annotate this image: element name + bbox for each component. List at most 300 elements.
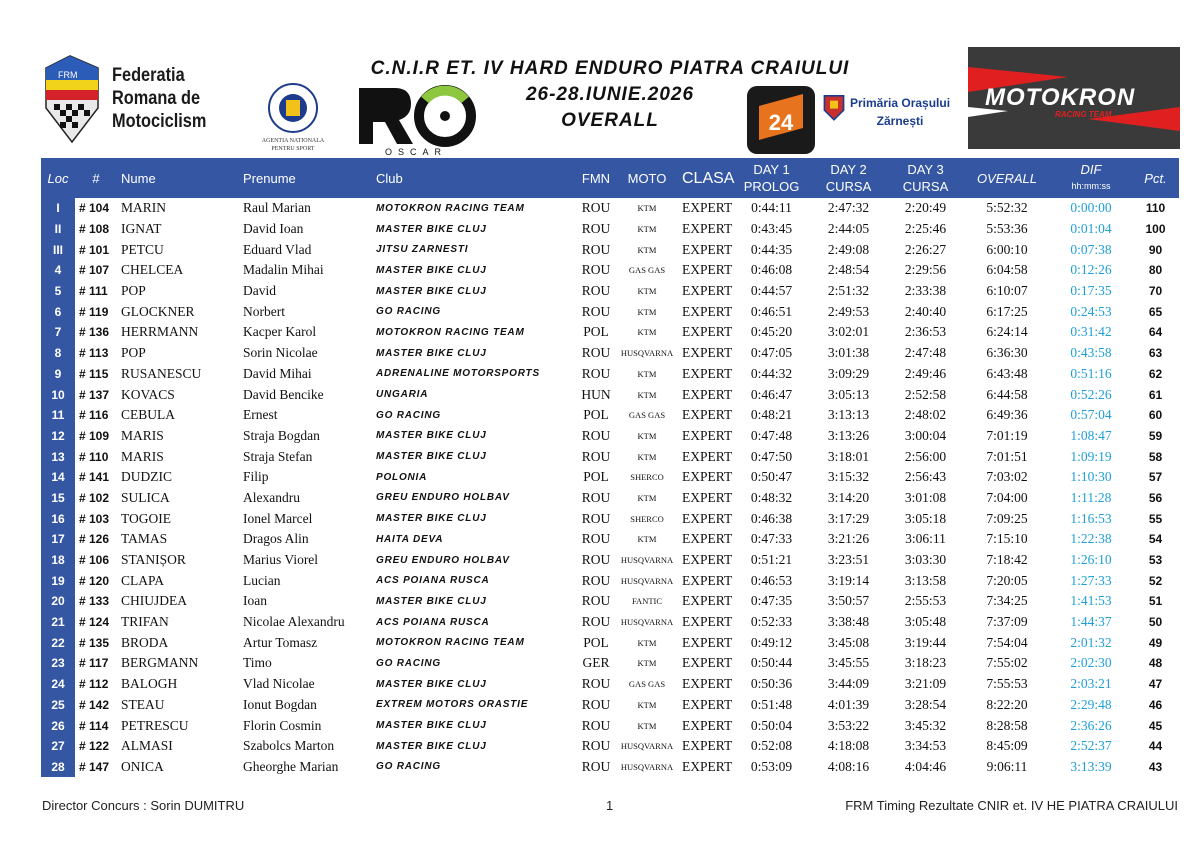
row-clasa: EXPERT <box>682 510 733 526</box>
row-day3: 2:40:40 <box>904 303 947 319</box>
row-day3: 2:49:46 <box>904 365 947 381</box>
row-loc: 19 <box>41 570 75 591</box>
row-nume: ALMASI <box>121 738 173 754</box>
row-dif: 2:52:37 <box>1070 738 1112 754</box>
table-row <box>41 364 1179 385</box>
row-day1: 0:44:35 <box>750 241 793 257</box>
row-day2: 3:44:09 <box>827 676 870 692</box>
row-nume: TRIFAN <box>121 614 169 630</box>
row-number: # 142 <box>79 697 110 712</box>
table-row <box>41 632 1179 653</box>
row-clasa: EXPERT <box>682 283 733 299</box>
row-moto: KTM <box>637 699 657 710</box>
table-row <box>41 260 1179 281</box>
row-fmn: ROU <box>581 614 611 630</box>
row-nume: SULICA <box>121 489 170 505</box>
row-nume: CLAPA <box>121 572 165 588</box>
row-moto: HUSQVARNA <box>620 348 674 359</box>
row-dif: 2:36:26 <box>1070 717 1112 733</box>
row-clasa: EXPERT <box>682 696 733 712</box>
row-overall: 7:03:02 <box>986 469 1028 485</box>
row-day2: 3:05:13 <box>827 386 870 402</box>
row-nume: BERGMANN <box>121 655 199 671</box>
row-club: GO RACING <box>376 409 441 421</box>
row-day2: 3:18:01 <box>827 448 870 464</box>
row-day3: 2:47:48 <box>904 345 947 361</box>
row-club: MASTER BIKE CLUJ <box>376 347 487 359</box>
row-loc: 22 <box>41 632 75 653</box>
classification-title: OVERALL <box>561 110 659 131</box>
row-day1: 0:50:47 <box>750 469 793 485</box>
row-overall: 9:06:11 <box>986 758 1028 774</box>
row-fmn: ROU <box>581 200 611 216</box>
row-prenume: David <box>243 283 276 299</box>
row-club: ACS POIANA RUSCA <box>376 575 490 587</box>
row-day1: 0:52:08 <box>750 738 793 754</box>
row-fmn: ROU <box>581 696 611 712</box>
row-overall: 6:04:58 <box>986 262 1028 278</box>
svg-text:24: 24 <box>768 110 794 135</box>
row-prenume: Ionut Bogdan <box>243 696 317 712</box>
row-day2: 2:51:32 <box>827 283 870 299</box>
row-overall: 7:20:05 <box>986 572 1028 588</box>
row-day2: 4:01:39 <box>827 696 870 712</box>
table-row <box>41 715 1179 736</box>
row-dif: 3:13:39 <box>1070 758 1112 774</box>
row-moto: KTM <box>637 389 657 400</box>
row-dif: 0:00:00 <box>1070 200 1112 216</box>
row-day3: 2:36:53 <box>904 324 947 340</box>
row-number: # 122 <box>79 739 110 754</box>
row-day1: 0:50:36 <box>750 676 793 692</box>
row-prenume: Vlad Nicolae <box>243 676 315 692</box>
row-day3: 2:56:00 <box>904 448 947 464</box>
primaria-label: Primăria Orașului Zărnești <box>850 96 951 128</box>
row-pct: 60 <box>1148 408 1163 423</box>
row-nume: IGNAT <box>121 221 162 237</box>
row-loc: 15 <box>41 488 75 509</box>
row-overall: 7:09:25 <box>986 510 1028 526</box>
row-nume: POP <box>121 345 146 361</box>
row-nume: KOVACS <box>121 386 175 402</box>
row-clasa: EXPERT <box>682 200 733 216</box>
svg-text:PENTRU SPORT: PENTRU SPORT <box>271 146 315 152</box>
row-clasa: EXPERT <box>682 676 733 692</box>
row-day3: 3:45:32 <box>904 717 947 733</box>
row-prenume: David Bencike <box>243 386 324 402</box>
row-nume: PETCU <box>121 241 164 257</box>
row-day3: 4:04:46 <box>904 758 947 774</box>
col-moto: MOTO <box>627 170 667 186</box>
row-day1: 0:43:45 <box>750 221 793 237</box>
row-nume: RUSANESCU <box>121 365 202 381</box>
row-number: # 133 <box>79 594 110 609</box>
row-loc: 24 <box>41 674 75 695</box>
row-fmn: ROU <box>581 241 611 257</box>
row-day2: 2:49:53 <box>827 303 870 319</box>
row-number: # 104 <box>79 201 110 216</box>
col-dif: DIF hh:mm:ss <box>1071 162 1111 191</box>
row-dif: 0:01:04 <box>1070 221 1112 237</box>
table-row <box>41 467 1179 488</box>
row-number: # 135 <box>79 635 110 650</box>
row-pct: 54 <box>1148 532 1163 547</box>
row-day3: 3:01:08 <box>904 489 947 505</box>
row-number: # 117 <box>79 656 109 671</box>
row-day1: 0:48:21 <box>750 407 793 423</box>
row-club: MASTER BIKE CLUJ <box>376 720 487 732</box>
row-day1: 0:46:53 <box>750 572 793 588</box>
row-prenume: Artur Tomasz <box>243 634 318 650</box>
row-prenume: Gheorghe Marian <box>243 758 339 774</box>
row-overall: 8:28:58 <box>986 717 1028 733</box>
row-pct: 70 <box>1148 284 1163 299</box>
row-moto: HUSQVARNA <box>620 617 674 628</box>
row-fmn: ROU <box>581 738 611 754</box>
row-number: # 136 <box>79 325 110 340</box>
row-club: GO RACING <box>376 306 441 318</box>
table-row <box>41 529 1179 550</box>
table-row <box>41 219 1179 240</box>
row-day3: 3:18:23 <box>904 655 947 671</box>
row-day2: 3:14:20 <box>827 489 870 505</box>
row-dif: 1:09:19 <box>1070 448 1112 464</box>
row-club: GO RACING <box>376 657 441 669</box>
row-fmn: ROU <box>581 345 611 361</box>
row-loc: 12 <box>41 426 75 447</box>
row-day1: 0:44:11 <box>751 200 792 216</box>
row-clasa: EXPERT <box>682 634 733 650</box>
row-overall: 5:52:32 <box>986 200 1028 216</box>
row-clasa: EXPERT <box>682 427 733 443</box>
row-overall: 8:22:20 <box>986 696 1028 712</box>
row-day2: 2:48:54 <box>827 262 870 278</box>
table-header <box>41 158 1179 198</box>
row-pct: 49 <box>1148 635 1163 650</box>
row-number: # 103 <box>79 511 110 526</box>
col-num: # <box>92 170 100 186</box>
row-clasa: EXPERT <box>682 469 733 485</box>
row-day2: 3:45:55 <box>827 655 870 671</box>
row-day3: 3:06:11 <box>905 531 946 547</box>
row-nume: PETRESCU <box>121 717 189 733</box>
row-nume: TOGOIE <box>121 510 171 526</box>
col-clasa: CLASA <box>682 169 735 187</box>
row-day3: 3:34:53 <box>904 738 947 754</box>
row-day3: 2:26:27 <box>904 241 947 257</box>
row-overall: 7:55:02 <box>986 655 1028 671</box>
row-moto: FANTIC <box>631 596 663 607</box>
row-dif: 2:02:30 <box>1070 655 1112 671</box>
row-club: UNGARIA <box>376 389 429 401</box>
row-fmn: POL <box>583 324 609 340</box>
row-moto: KTM <box>637 720 657 731</box>
row-number: # 141 <box>79 470 110 485</box>
row-prenume: David Mihai <box>243 365 312 381</box>
footer-timing: FRM Timing Rezultate CNIR et. IV HE PIATRA CRAIULUI <box>845 798 1178 813</box>
row-pct: 53 <box>1148 553 1163 568</box>
row-day2: 3:38:48 <box>827 614 870 630</box>
row-day3: 3:05:18 <box>904 510 947 526</box>
table-row <box>41 426 1179 447</box>
row-number: # 114 <box>79 718 109 733</box>
row-club: MASTER BIKE CLUJ <box>376 740 487 752</box>
row-day2: 3:15:32 <box>827 469 870 485</box>
row-club: HAITA DEVA <box>376 533 444 545</box>
row-number: # 113 <box>79 346 109 361</box>
org-name: Federatia Romana de Motociclism <box>112 65 207 132</box>
row-overall: 6:24:14 <box>986 324 1028 340</box>
row-club: MASTER BIKE CLUJ <box>376 430 487 442</box>
row-nume: GLOCKNER <box>121 303 195 319</box>
row-loc: 4 <box>41 260 75 281</box>
row-day1: 0:47:05 <box>750 345 793 361</box>
row-day1: 0:44:57 <box>750 283 793 299</box>
row-overall: 7:54:04 <box>986 634 1028 650</box>
row-overall: 6:00:10 <box>986 241 1028 257</box>
row-dif: 1:10:30 <box>1070 469 1112 485</box>
row-day2: 3:50:57 <box>827 593 870 609</box>
row-pct: 64 <box>1148 325 1163 340</box>
row-dif: 0:57:04 <box>1070 407 1112 423</box>
row-nume: TAMAS <box>121 531 168 547</box>
row-day1: 0:47:35 <box>750 593 793 609</box>
row-club: ADRENALINE MOTORSPORTS <box>376 368 540 380</box>
row-prenume: Kacper Karol <box>243 324 317 340</box>
row-loc: 13 <box>41 446 75 467</box>
row-loc: 5 <box>41 281 75 302</box>
table-row <box>41 570 1179 591</box>
row-fmn: ROU <box>581 531 611 547</box>
row-prenume: Szabolcs Marton <box>243 738 335 754</box>
table-row <box>41 653 1179 674</box>
row-day2: 4:08:16 <box>827 758 870 774</box>
row-day3: 2:33:38 <box>904 283 947 299</box>
row-overall: 6:43:48 <box>986 365 1028 381</box>
row-moto: GAS GAS <box>628 410 666 421</box>
row-day1: 0:46:08 <box>750 262 793 278</box>
table-row <box>41 757 1179 778</box>
row-fmn: ROU <box>581 283 611 299</box>
row-day3: 2:29:56 <box>904 262 947 278</box>
row-loc: III <box>41 239 75 260</box>
row-number: # 115 <box>79 366 109 381</box>
row-dif: 0:31:42 <box>1070 324 1112 340</box>
row-day1: 0:46:38 <box>750 510 793 526</box>
row-moto: KTM <box>637 327 657 338</box>
table-row <box>41 198 1179 219</box>
row-day2: 3:09:29 <box>827 365 870 381</box>
row-moto: KTM <box>637 203 657 214</box>
row-day3: 3:19:44 <box>904 634 947 650</box>
table-row <box>41 239 1179 260</box>
row-clasa: EXPERT <box>682 386 733 402</box>
row-pct: 43 <box>1148 759 1163 774</box>
row-moto: HUSQVARNA <box>620 555 674 566</box>
row-moto: HUSQVARNA <box>620 741 674 752</box>
row-nume: CHIUJDEA <box>121 593 187 609</box>
row-overall: 7:01:19 <box>986 427 1028 443</box>
sponsor-sub: RACING TEAM <box>1055 110 1112 119</box>
row-day1: 0:53:09 <box>750 758 793 774</box>
row-pct: 48 <box>1148 656 1163 671</box>
row-pct: 45 <box>1148 718 1163 733</box>
results-table <box>41 158 1179 777</box>
row-day2: 3:21:26 <box>827 531 870 547</box>
row-prenume: Ioan <box>243 593 267 609</box>
row-number: # 108 <box>79 222 110 237</box>
row-number: # 126 <box>79 532 110 547</box>
row-dif: 1:41:53 <box>1070 593 1112 609</box>
row-fmn: ROU <box>581 717 611 733</box>
table-row <box>41 446 1179 467</box>
row-day3: 3:05:48 <box>904 614 947 630</box>
table-row <box>41 736 1179 757</box>
row-moto: GAS GAS <box>628 679 666 690</box>
col-day3: DAY 3 CURSA <box>902 162 949 194</box>
row-pct: 62 <box>1148 366 1163 381</box>
table-row <box>41 695 1179 716</box>
row-loc: 14 <box>41 467 75 488</box>
row-number: # 116 <box>79 408 109 423</box>
table-row <box>41 612 1179 633</box>
row-dif: 2:01:32 <box>1070 634 1112 650</box>
row-clasa: EXPERT <box>682 365 733 381</box>
row-clasa: EXPERT <box>682 303 733 319</box>
row-moto: GAS GAS <box>628 265 666 276</box>
footer-director: Director Concurs : Sorin DUMITRU <box>42 798 245 813</box>
row-fmn: ROU <box>581 303 611 319</box>
table-row <box>41 550 1179 571</box>
table-row <box>41 591 1179 612</box>
row-day1: 0:45:20 <box>750 324 793 340</box>
row-dif: 1:22:38 <box>1070 531 1112 547</box>
row-day2: 3:17:29 <box>827 510 870 526</box>
row-day2: 3:13:13 <box>827 407 870 423</box>
row-dif: 0:07:38 <box>1070 241 1112 257</box>
row-fmn: ROU <box>581 427 611 443</box>
row-prenume: Dragos Alin <box>243 531 309 547</box>
row-pct: 44 <box>1148 739 1163 754</box>
svg-text:FRM: FRM <box>58 70 78 80</box>
row-prenume: Norbert <box>243 303 285 319</box>
row-day1: 0:50:44 <box>750 655 793 671</box>
row-overall: 7:15:10 <box>986 531 1028 547</box>
row-nume: HERRMANN <box>121 324 199 340</box>
row-day2: 3:13:26 <box>827 427 870 443</box>
col-fmn: FMN <box>581 170 611 186</box>
row-day3: 3:28:54 <box>904 696 947 712</box>
row-club: MASTER BIKE CLUJ <box>376 595 487 607</box>
row-number: # 101 <box>79 242 110 257</box>
row-nume: STEAU <box>121 696 165 712</box>
table-row <box>41 343 1179 364</box>
row-overall: 6:49:36 <box>986 407 1028 423</box>
table-row <box>41 322 1179 343</box>
row-day1: 0:48:32 <box>750 489 793 505</box>
row-day1: 0:47:48 <box>750 427 793 443</box>
sponsor-name: MOTOKRON <box>985 84 1136 111</box>
row-day2: 3:02:01 <box>827 324 870 340</box>
row-fmn: ROU <box>581 510 611 526</box>
row-number: # 102 <box>79 490 110 505</box>
row-pct: 50 <box>1148 615 1163 630</box>
event-dates: 26-28.IUNIE.2026 <box>525 84 695 105</box>
svg-text:OSCAR: OSCAR <box>385 147 448 156</box>
col-nume: Nume <box>121 170 156 186</box>
row-loc: 20 <box>41 591 75 612</box>
row-pct: 100 <box>1145 222 1166 237</box>
row-loc: I <box>41 198 75 219</box>
row-day2: 2:47:32 <box>827 200 870 216</box>
row-moto: KTM <box>637 244 657 255</box>
row-overall: 6:44:58 <box>986 386 1028 402</box>
row-clasa: EXPERT <box>682 717 733 733</box>
row-number: # 147 <box>79 759 110 774</box>
row-loc: 16 <box>41 508 75 529</box>
row-moto: KTM <box>637 430 657 441</box>
row-loc: 8 <box>41 343 75 364</box>
row-club: MOTOKRON RACING TEAM <box>376 637 525 649</box>
row-day2: 3:23:51 <box>827 552 870 568</box>
row-dif: 1:26:10 <box>1070 552 1112 568</box>
col-prenume: Prenume <box>243 170 296 186</box>
row-moto: KTM <box>637 637 657 648</box>
row-day3: 3:00:04 <box>904 427 947 443</box>
row-club: MOTOKRON RACING TEAM <box>376 202 525 214</box>
row-prenume: Straja Bogdan <box>243 427 320 443</box>
row-prenume: Ernest <box>243 407 278 423</box>
row-fmn: ROU <box>581 572 611 588</box>
row-fmn: GER <box>582 655 610 671</box>
row-dif: 1:08:47 <box>1070 427 1112 443</box>
row-day3: 2:55:53 <box>904 593 947 609</box>
row-overall: 7:18:42 <box>986 552 1028 568</box>
row-clasa: EXPERT <box>682 345 733 361</box>
row-fmn: ROU <box>581 676 611 692</box>
row-day2: 4:18:08 <box>827 738 870 754</box>
row-day2: 3:01:38 <box>827 345 870 361</box>
table-row <box>41 281 1179 302</box>
row-day1: 0:49:12 <box>750 634 793 650</box>
svg-text:AGENTIA NATIONALA: AGENTIA NATIONALA <box>261 138 325 144</box>
row-clasa: EXPERT <box>682 448 733 464</box>
row-number: # 137 <box>79 387 110 402</box>
col-pct: Pct. <box>1144 170 1167 186</box>
row-fmn: ROU <box>581 552 611 568</box>
row-moto: KTM <box>637 306 657 317</box>
row-prenume: Straja Stefan <box>243 448 313 464</box>
row-club: JITSU ZARNESTI <box>376 244 469 256</box>
row-nume: MARIN <box>121 200 167 216</box>
row-nume: BRODA <box>121 634 169 650</box>
row-pct: 55 <box>1148 511 1163 526</box>
row-day3: 2:20:49 <box>904 200 947 216</box>
row-loc: 21 <box>41 612 75 633</box>
row-moto: KTM <box>637 224 657 235</box>
row-dif: 2:03:21 <box>1070 676 1112 692</box>
row-loc: II <box>41 219 75 240</box>
row-moto: KTM <box>637 658 657 669</box>
row-prenume: Lucian <box>243 572 281 588</box>
row-prenume: Eduard Vlad <box>243 241 312 257</box>
row-number: # 124 <box>79 615 110 630</box>
row-dif: 0:12:26 <box>1070 262 1112 278</box>
row-prenume: Ionel Marcel <box>243 510 313 526</box>
row-club: GREU ENDURO HOLBAV <box>376 492 510 504</box>
row-moto: KTM <box>637 368 657 379</box>
col-day1: DAY 1 PROLOG <box>743 162 800 194</box>
